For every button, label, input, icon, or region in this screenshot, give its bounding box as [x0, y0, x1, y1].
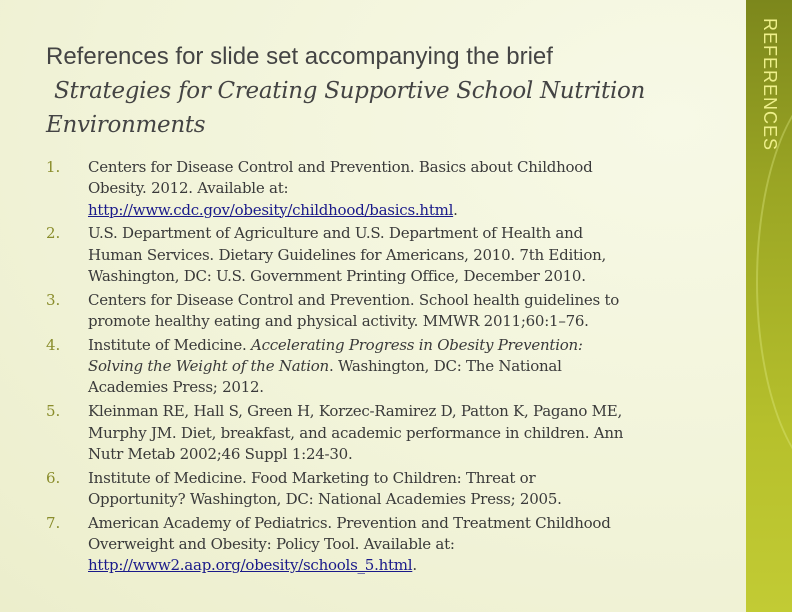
reference-text-segment: Academies Press; 2012.	[88, 378, 264, 397]
reference-item	[46, 290, 623, 333]
reference-text-segment: .	[412, 556, 417, 575]
reference-text	[88, 468, 562, 511]
reference-text-segment: Obesity. 2012. Available at:	[88, 179, 289, 198]
reference-text	[88, 223, 606, 287]
reference-line	[88, 513, 611, 534]
reference-line	[88, 444, 623, 465]
reference-number: 1.	[46, 158, 61, 176]
reference-item	[46, 401, 623, 465]
reference-number: 4.	[46, 335, 61, 354]
slide-title	[46, 40, 645, 142]
reference-line	[88, 468, 562, 489]
reference-text	[88, 335, 583, 399]
reference-text-segment: Washington, DC: U.S. Government Printing Office, December 2010.	[88, 266, 586, 285]
reference-number: 3.	[46, 290, 61, 309]
reference-line	[88, 311, 619, 332]
reference-text-segment: Human Services. Dietary Guidelines for Americans, 2010. 7th Edition,	[88, 245, 607, 264]
reference-item	[46, 223, 623, 287]
title-line-2: Strategies for Creating Supportive School Nutrition	[54, 78, 646, 104]
reference-line	[88, 223, 606, 244]
reference-line	[88, 178, 592, 199]
reference-text-segment: . Washington, DC: The National	[328, 357, 562, 376]
section-label: REFERENCES	[760, 18, 780, 152]
reference-item	[46, 335, 623, 399]
reference-line	[88, 335, 583, 356]
reference-text-segment: Centers for Disease Control and Prevention. Basics about Childhood	[88, 158, 593, 176]
reference-line	[88, 555, 611, 576]
reference-text-segment: Accelerating Progress in Obesity Prevention:	[250, 335, 583, 354]
reference-line	[88, 377, 583, 398]
reference-text-segment: Murphy JM. Diet, breakfast, and academic performance in children. Ann	[88, 423, 624, 442]
reference-number: 6.	[46, 468, 61, 487]
title-line-3: Environments	[46, 112, 206, 138]
reference-link[interactable]: http://www2.aap.org/obesity/schools_5.html	[88, 556, 413, 575]
title-line-1: References for slide set accompanying the brief	[46, 43, 553, 70]
reference-line	[88, 423, 623, 444]
reference-text-segment: .	[453, 200, 458, 219]
reference-text-segment: Nutr Metab 2002;46 Suppl 1:24-30.	[88, 444, 353, 463]
reference-text	[88, 157, 592, 221]
reference-item	[46, 157, 623, 221]
reference-list	[46, 157, 623, 579]
reference-line	[88, 290, 619, 311]
reference-line	[88, 157, 592, 178]
reference-text-segment: Institute of Medicine.	[88, 335, 251, 354]
reference-line	[88, 534, 611, 555]
reference-text-segment: Solving the Weight of the Nation	[88, 357, 329, 376]
reference-text-segment: Overweight and Obesity: Policy Tool. Available at:	[88, 535, 455, 554]
reference-number: 5.	[46, 402, 61, 421]
reference-line	[88, 200, 592, 221]
reference-number: 7.	[46, 513, 61, 532]
reference-text-segment: Institute of Medicine. Food Marketing to Children: Threat or	[88, 468, 536, 487]
reference-text	[88, 290, 619, 333]
reference-number: 2.	[46, 224, 61, 243]
reference-text-segment: U.S. Department of Agriculture and U.S. Department of Health and	[88, 224, 583, 243]
reference-text-segment: promote healthy eating and physical activity. MMWR 2011;60:1–76.	[88, 312, 589, 331]
reference-link[interactable]: http://www.cdc.gov/obesity/childhood/basics.html	[88, 200, 454, 219]
reference-line	[88, 266, 606, 287]
reference-text-segment: American Academy of Pediatrics. Prevention and Treatment Childhood	[88, 513, 611, 532]
reference-text-segment: Kleinman RE, Hall S, Green H, Korzec-Ramirez D, Patton K, Pagano ME,	[88, 402, 622, 421]
reference-item	[46, 468, 623, 511]
reference-line	[88, 401, 623, 422]
reference-text-segment: Centers for Disease Control and Prevention. School health guidelines to	[88, 290, 620, 309]
reference-item	[46, 513, 623, 577]
reference-text	[88, 401, 623, 465]
reference-line	[88, 245, 606, 266]
reference-line	[88, 489, 562, 510]
reference-line	[88, 356, 583, 377]
reference-text-segment: Opportunity? Washington, DC: National Academies Press; 2005.	[88, 489, 562, 508]
reference-text	[88, 513, 611, 577]
